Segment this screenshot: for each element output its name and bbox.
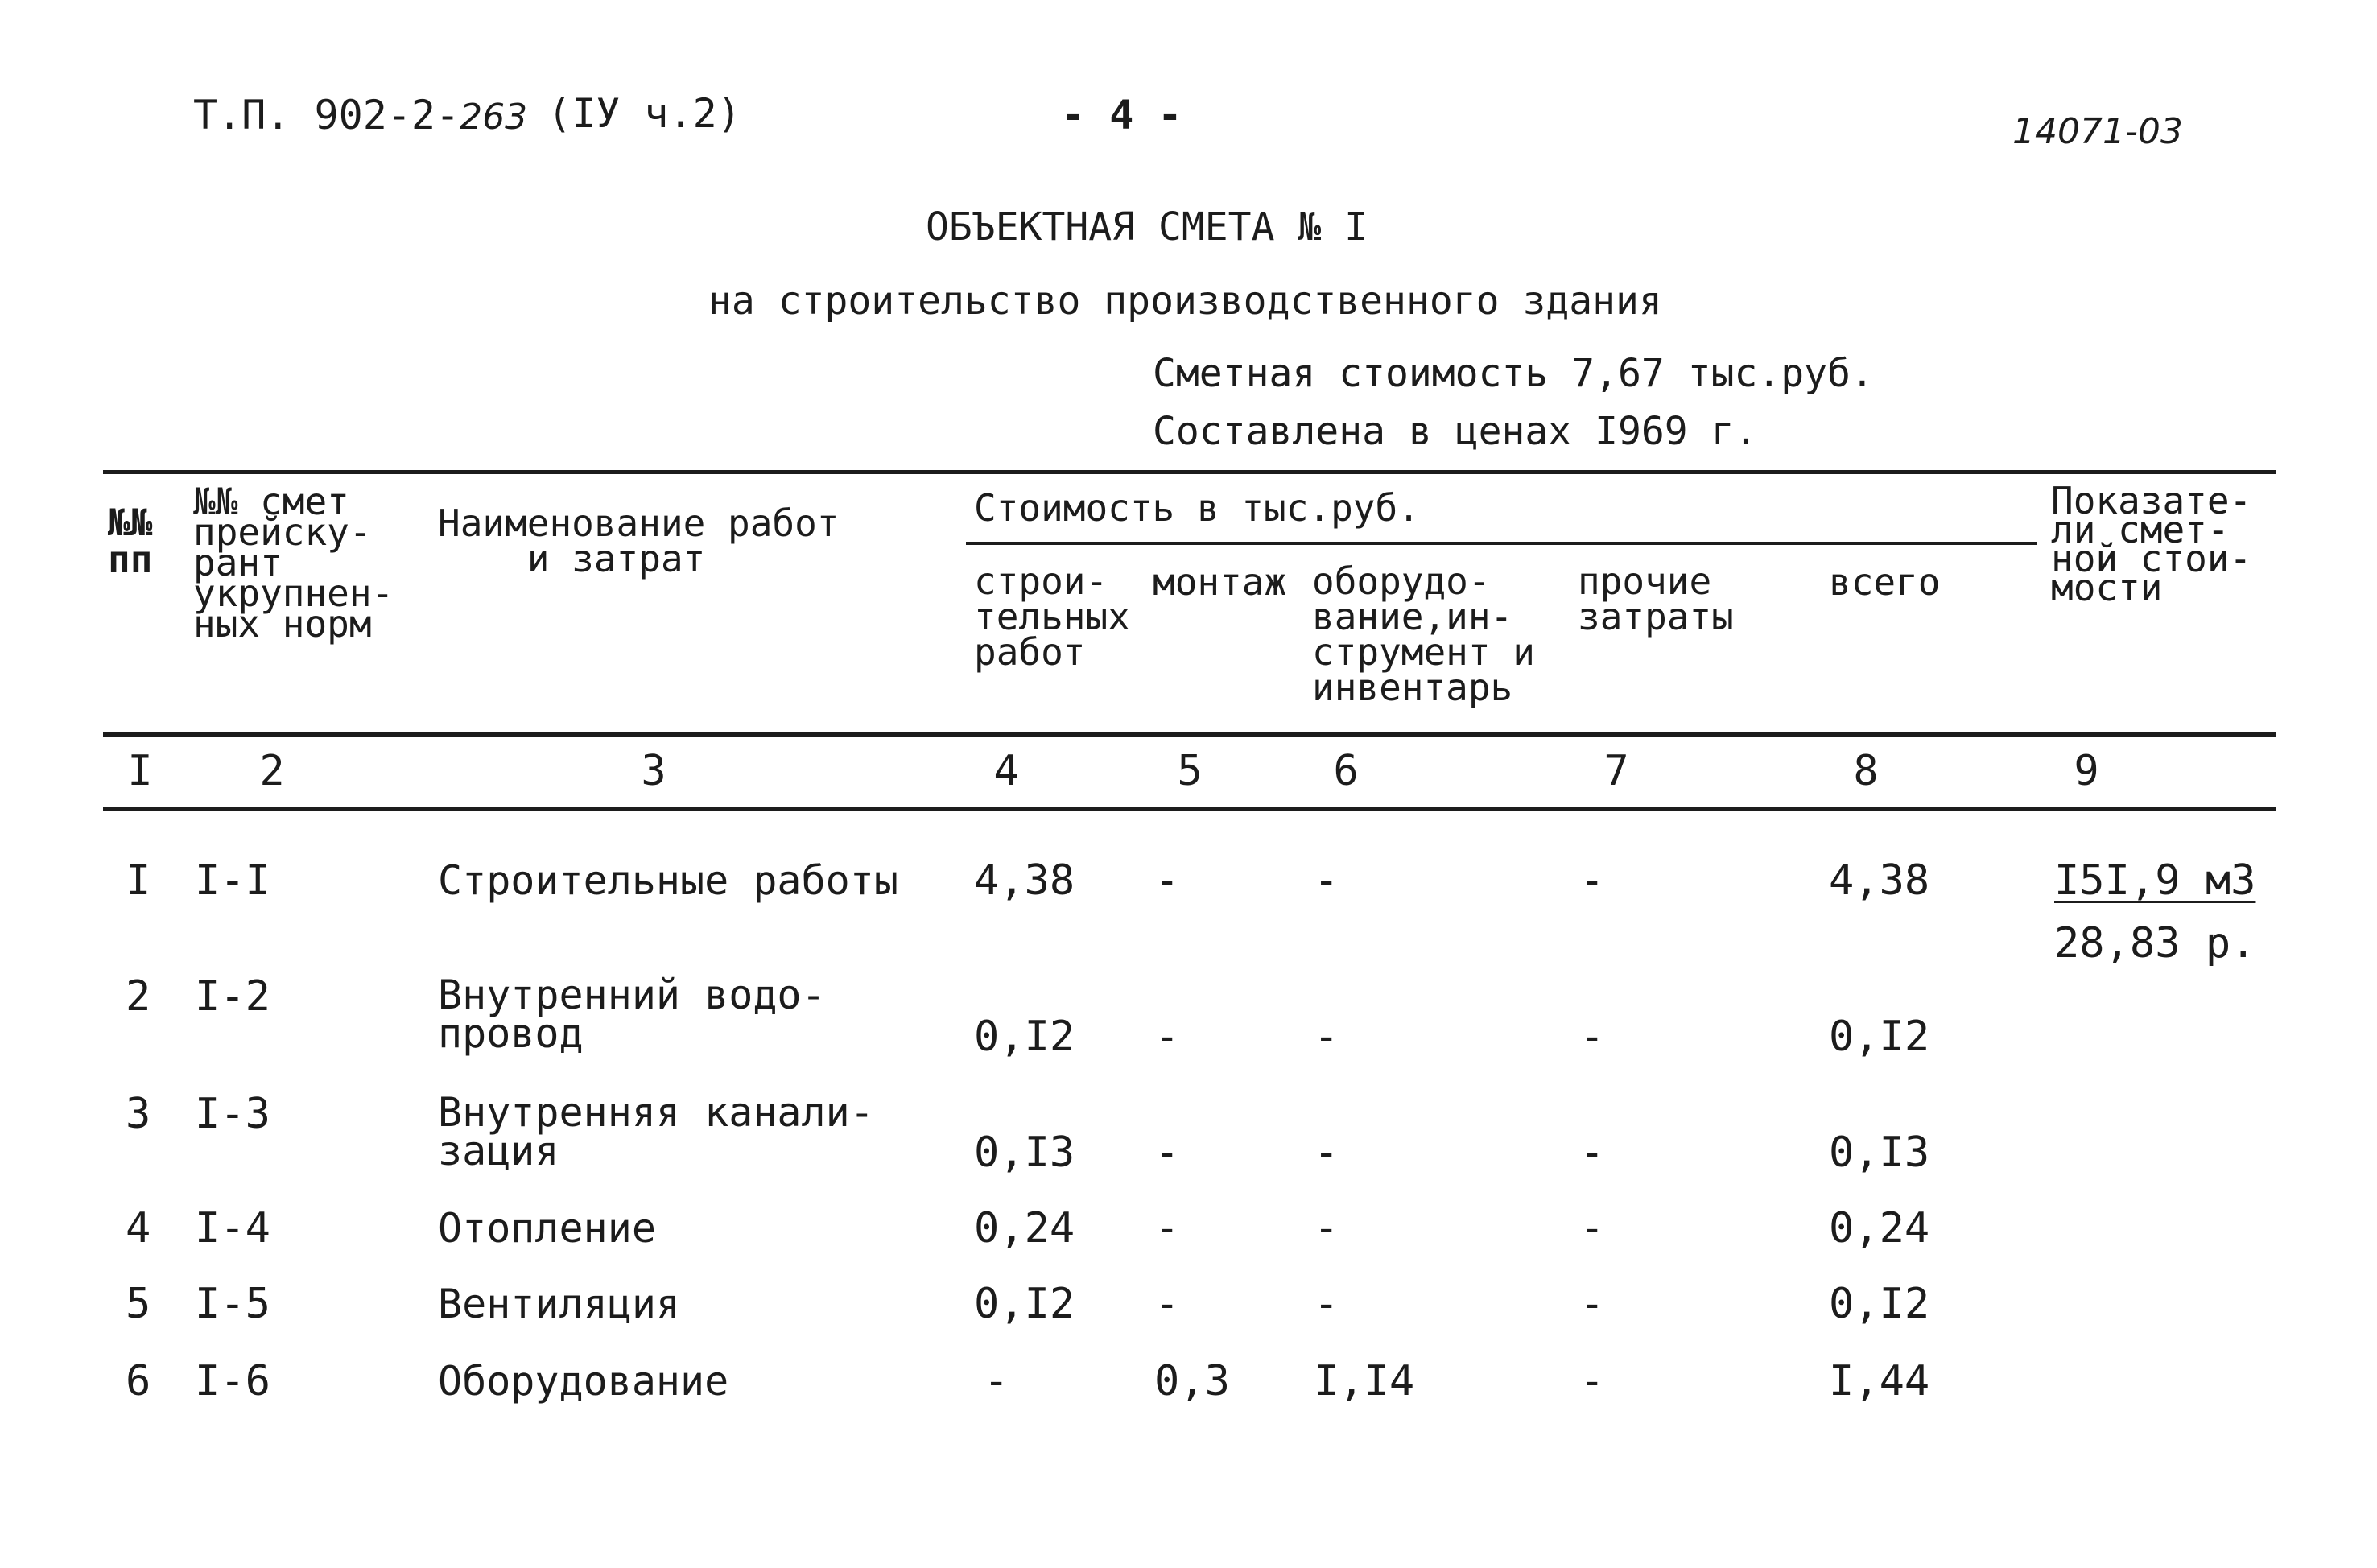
row-name: Внутренний водо- провод [438, 972, 826, 1057]
row-construction: - [984, 1357, 1009, 1405]
page-number: - 4 - [1061, 92, 1182, 138]
page-title: ОБЪЕКТНАЯ СМЕТА № I [926, 204, 1368, 250]
row-installation: 0,3 [1154, 1357, 1230, 1405]
row-equipment: - [1314, 1013, 1339, 1061]
header-price-list-code: №№ смет прейску- рант укрупнен- ных норм [193, 480, 394, 646]
row-other: - [1579, 1129, 1605, 1177]
row-equipment: - [1314, 1280, 1339, 1328]
row-construction: 4,38 [974, 856, 1075, 905]
row-code: I-3 [195, 1090, 270, 1138]
row-number: 2 [126, 972, 151, 1021]
row-number: 6 [126, 1357, 151, 1405]
row-equipment: - [1314, 856, 1339, 905]
header-construction: строи- тельных работ [974, 559, 1130, 674]
row-code: I-4 [195, 1204, 270, 1252]
doc-code-handwritten: 263 [460, 97, 528, 138]
header-work-name: Наименование работ и затрат [438, 501, 840, 580]
row-construction: 0,I2 [974, 1280, 1075, 1328]
column-number: 6 [1333, 747, 1359, 795]
header-bottom-rule [103, 732, 2276, 737]
row-indicator-volume: I5I,9 м3 [2054, 856, 2256, 905]
column-number: 9 [2074, 747, 2099, 795]
column-number: 8 [1853, 747, 1879, 795]
doc-code [193, 92, 528, 138]
row-construction: 0,24 [974, 1204, 1075, 1252]
row-other: - [1579, 1013, 1605, 1061]
price-level: Составлена в ценах I969 г. [1153, 409, 1758, 454]
table-top-rule [103, 470, 2276, 474]
row-other: - [1579, 1204, 1605, 1252]
row-equipment: - [1314, 1204, 1339, 1252]
row-installation: - [1154, 1280, 1180, 1328]
column-number: 2 [259, 747, 285, 795]
row-number: 4 [126, 1204, 151, 1252]
row-installation: - [1154, 856, 1180, 905]
row-code: I-I [195, 856, 270, 905]
row-name: Строительные работы [438, 857, 898, 904]
row-code: I-5 [195, 1280, 270, 1328]
row-code: I-2 [195, 972, 270, 1021]
row-name: Вентиляция [438, 1281, 681, 1327]
doc-part: (IУ ч.2) [547, 90, 741, 137]
column-number: 4 [993, 747, 1019, 795]
page-subtitle: на строительство производственного здания [708, 279, 1662, 324]
row-other: - [1579, 1357, 1605, 1405]
archive-number: 14071-03 [2012, 111, 2183, 152]
row-other: - [1579, 856, 1605, 905]
header-other-costs: прочие затраты [1578, 559, 1734, 638]
row-total: 0,I3 [1829, 1129, 1930, 1177]
row-number: I [126, 856, 151, 905]
header-equipment: оборудо- вание,ин- струмент и инвентарь [1312, 559, 1535, 709]
column-number: 3 [641, 747, 666, 795]
row-installation: - [1154, 1013, 1180, 1061]
header-cost-group: Стоимость в тыс.руб. [974, 486, 1420, 530]
column-numbers-rule [103, 807, 2276, 811]
row-total: I,44 [1829, 1357, 1930, 1405]
column-number: 5 [1177, 747, 1203, 795]
row-total: 4,38 [1829, 856, 1930, 905]
row-equipment: I,I4 [1314, 1357, 1415, 1405]
row-name: Внутренняя канали- зация [438, 1089, 874, 1174]
row-code: I-6 [195, 1357, 270, 1405]
column-number: 7 [1603, 747, 1629, 795]
row-name: Оборудование [438, 1358, 729, 1405]
header-total: всего [1829, 560, 1941, 604]
row-total: 0,I2 [1829, 1280, 1930, 1328]
row-equipment: - [1314, 1129, 1339, 1177]
row-number: 5 [126, 1280, 151, 1328]
row-installation: - [1154, 1129, 1180, 1177]
row-name: Отопление [438, 1205, 656, 1252]
row-installation: - [1154, 1204, 1180, 1252]
row-total: 0,24 [1829, 1204, 1930, 1252]
cost-group-rule [966, 542, 2037, 545]
row-indicator-unit-cost: 28,83 р. [2054, 919, 2256, 968]
header-indicators: Показате- ли смет- ной стои- мости [2051, 479, 2252, 609]
row-total: 0,I2 [1829, 1013, 1930, 1061]
header-installation: монтаж [1153, 560, 1287, 604]
header-row-number: №№ пп [108, 501, 153, 581]
row-construction: 0,I3 [974, 1129, 1075, 1177]
column-number: I [127, 747, 153, 795]
estimated-cost: Сметная стоимость 7,67 тыс.руб. [1153, 351, 1874, 396]
row-other: - [1579, 1280, 1605, 1328]
row-number: 3 [126, 1090, 151, 1138]
row-construction: 0,I2 [974, 1013, 1075, 1061]
doc-code-typed: Т.П. 902-2- [193, 92, 460, 138]
